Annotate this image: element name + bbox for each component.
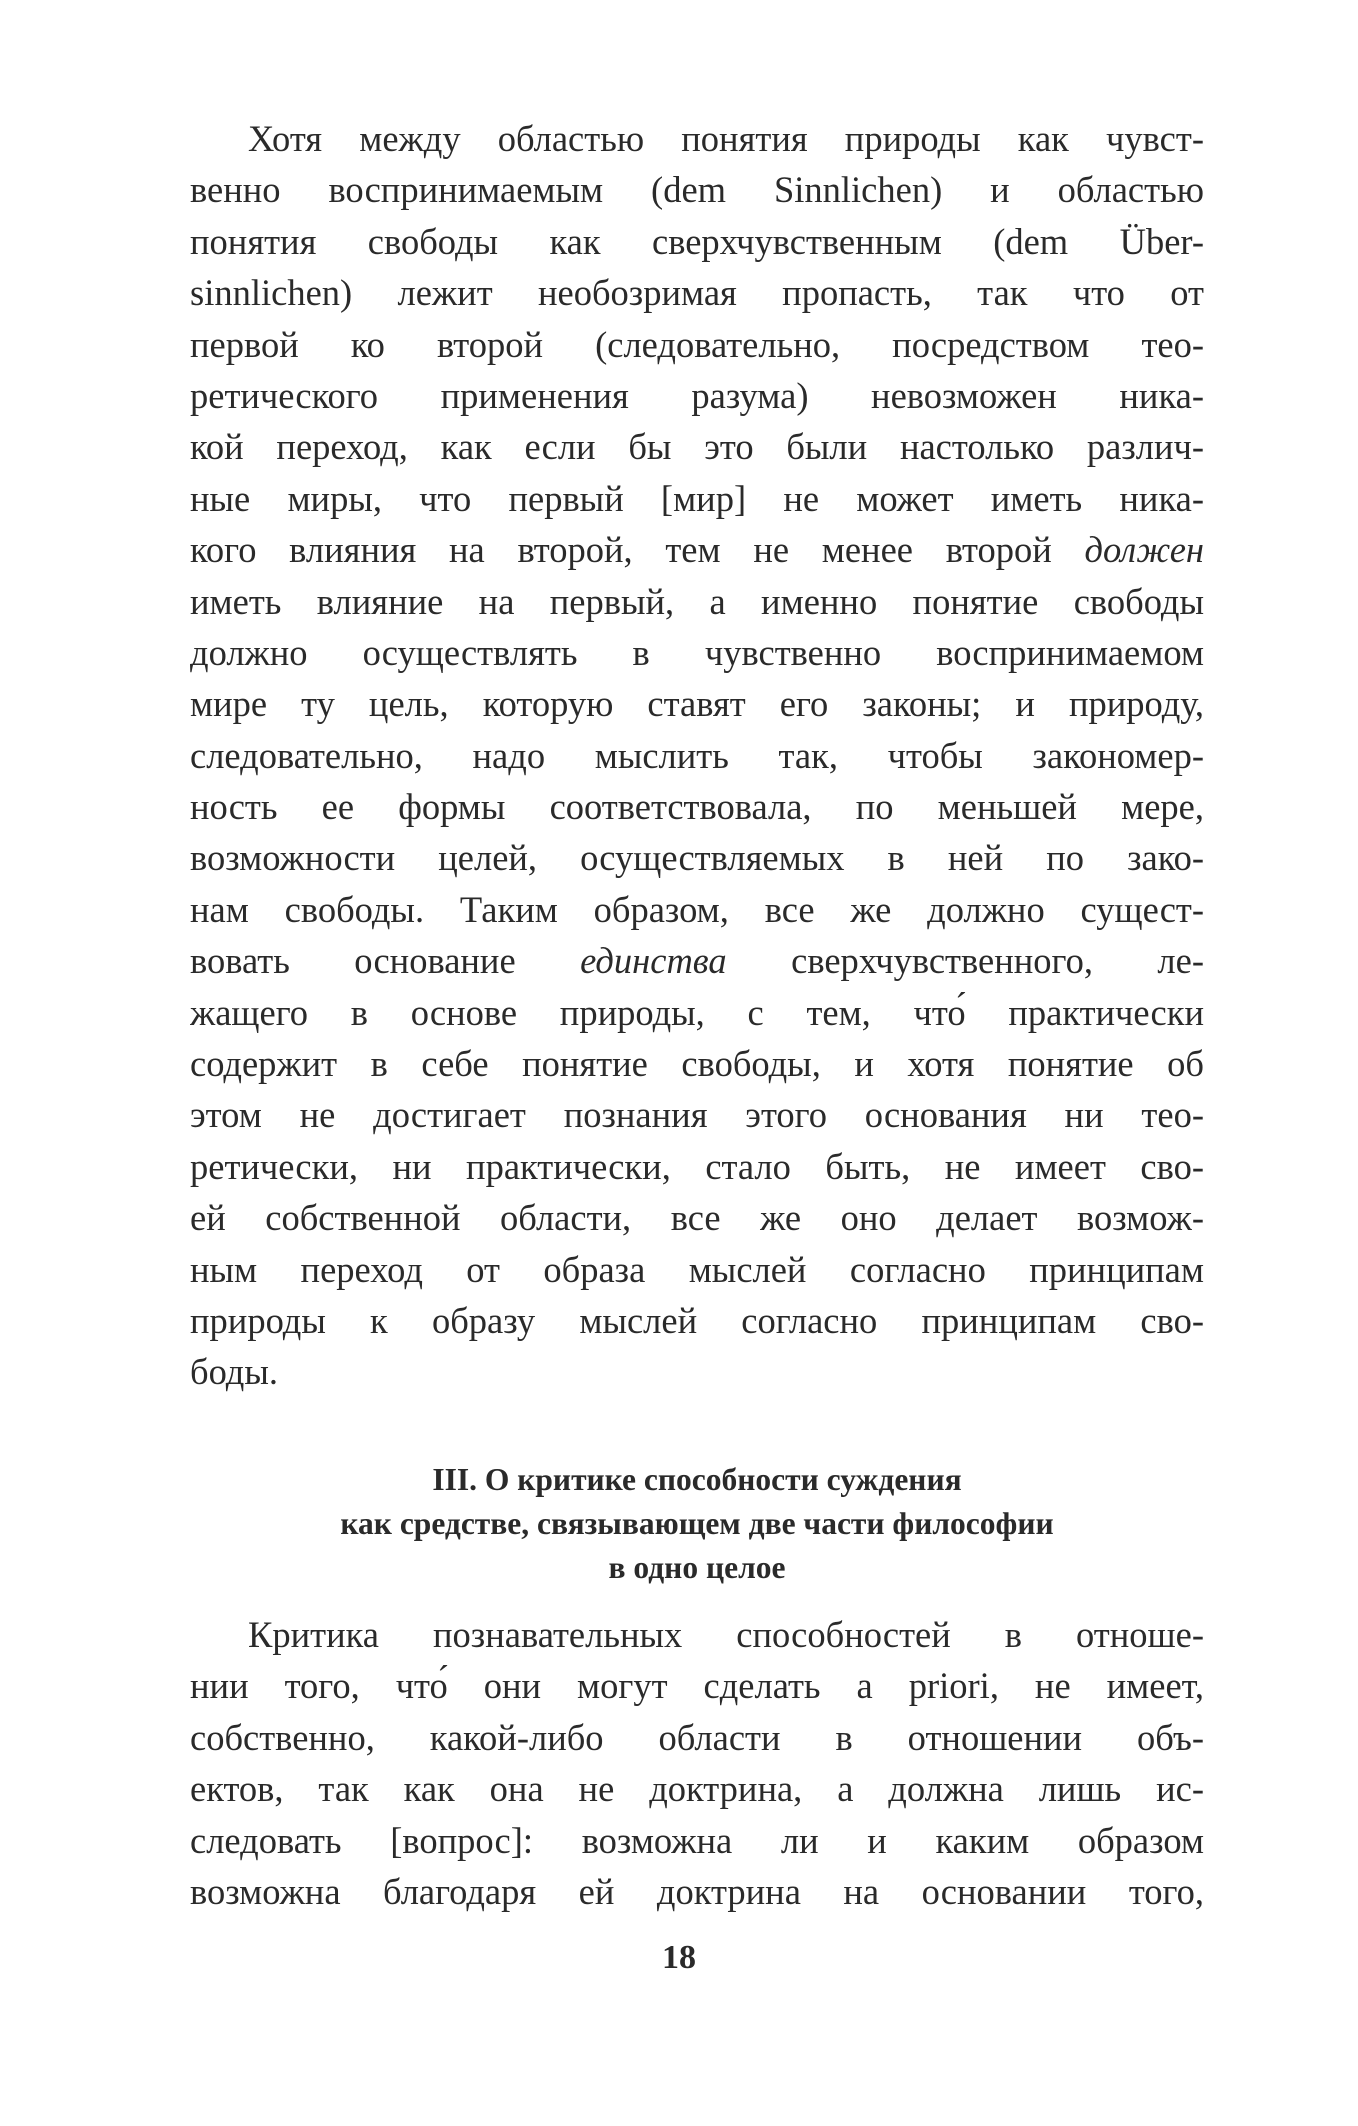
text-line-with-emphasis bbox=[190, 935, 1204, 986]
paragraph-main bbox=[190, 113, 1204, 1398]
heading-line: в одно целое bbox=[608, 1550, 786, 1585]
text-line bbox=[190, 987, 1204, 1038]
text-line: венно воспринимаемым (dem Sinnlichen) и областью bbox=[190, 169, 1204, 211]
text-line: sinnlichen) лежит необозримая пропасть, так что от bbox=[190, 272, 1204, 314]
text-line: ектов, так как она не доктрина, а должна лишь ис- bbox=[190, 1768, 1204, 1810]
text-line: нии того, что́ они могут сделать a priori, не имеет, bbox=[190, 1665, 1204, 1707]
text-line: этом не достигает познания этого основания ни тео- bbox=[190, 1094, 1204, 1136]
section-heading bbox=[190, 1458, 1204, 1590]
text-line: ретического применения разума) невозможен ника- bbox=[190, 374, 1204, 416]
text-line: природы к образу мыслей согласно принципам сво- bbox=[190, 1299, 1204, 1341]
text-line: ретически, ни практически, стало быть, не имеет сво- bbox=[190, 1145, 1204, 1187]
text-line: следовать [вопрос]: возможна ли и каким образом bbox=[190, 1819, 1204, 1861]
text-line: ность ее формы соответствовала, по меньшей мере, bbox=[190, 786, 1204, 828]
text-segment: жа bbox=[190, 991, 232, 1033]
text-segment: вовать основание bbox=[190, 940, 581, 982]
text-line: ные миры, что первый [мир] не может иметь ника- bbox=[190, 477, 1204, 519]
emphasis-word: единства bbox=[580, 940, 727, 982]
text-line: содержит в себе понятие свободы, и хотя понятие об bbox=[190, 1043, 1204, 1085]
text-segment: щего в основе природы, с тем, что́ практически bbox=[231, 991, 1204, 1033]
heading-line: III. О критике способности суждения bbox=[432, 1462, 962, 1497]
text-line: кой переход, как если бы это были настолько различ- bbox=[190, 426, 1204, 468]
emphasis-word: должен bbox=[1084, 529, 1204, 571]
paragraph-section bbox=[190, 1609, 1204, 1917]
text-line: первой ко второй (следовательно, посредством тео- bbox=[190, 323, 1204, 365]
text-line: возможности целей, осуществляемых в ней по зако- bbox=[190, 837, 1204, 879]
text-line: понятия свободы как сверхчувственным (dem Über- bbox=[190, 220, 1204, 262]
text-line: иметь влияние на первый, а именно понятие свободы bbox=[190, 580, 1204, 622]
heading-line: как средстве, связывающем две части философии bbox=[340, 1506, 1054, 1541]
text-line: Хотя между областью понятия природы как чувст- bbox=[248, 118, 1204, 159]
text-line: собственно, какой-либо области в отношении объ- bbox=[190, 1716, 1204, 1758]
text-line-with-emphasis bbox=[190, 524, 1204, 575]
text-line: боды. bbox=[190, 1351, 278, 1393]
text-segment: кого влияния на второй, тем не менее второй bbox=[190, 529, 1085, 571]
text-line: ным переход от образа мыслей согласно принципам bbox=[190, 1248, 1204, 1290]
text-line: мире ту цель, которую ставят его законы; и природу, bbox=[190, 683, 1204, 725]
text-line: следовательно, надо мыслить так, чтобы закономер- bbox=[190, 734, 1204, 776]
text-line: нам свободы. Таким образом, все же должно сущест- bbox=[190, 888, 1204, 930]
page-number: 18 bbox=[662, 1939, 696, 1976]
text-line: возможна благодаря ей доктрина на основании того, bbox=[190, 1870, 1204, 1912]
text-line: должно осуществлять в чувственно воспринимаемом bbox=[190, 631, 1204, 673]
text-segment: сверхчувственного, ле- bbox=[726, 940, 1204, 982]
text-line: ей собственной области, все же оно делает возмож- bbox=[190, 1197, 1204, 1239]
text-line: Критика познавательных способностей в отноше- bbox=[248, 1614, 1204, 1655]
